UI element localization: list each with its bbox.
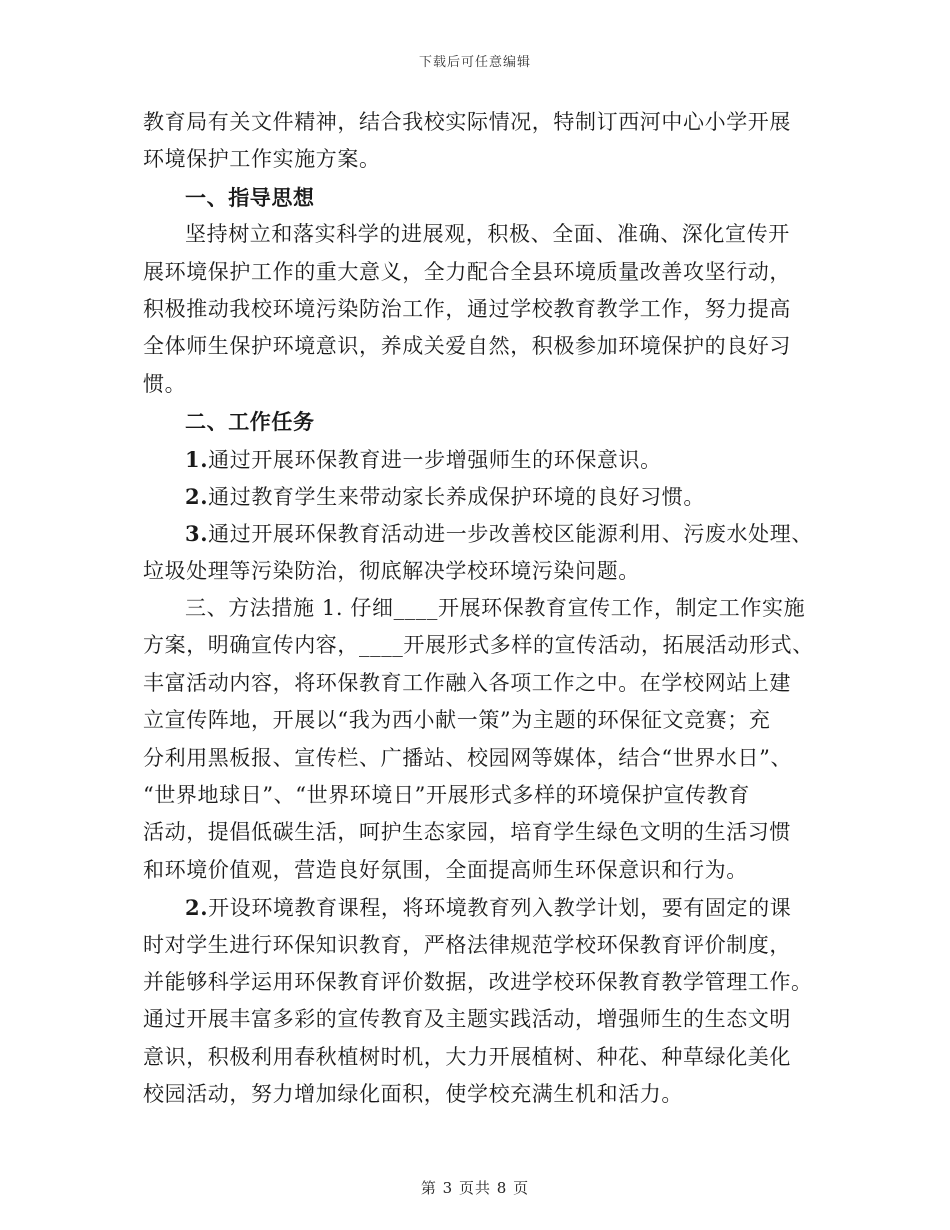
section-heading-methods: 三、方法措施 1. 仔细____开展环保教育宣传工作，制定工作实施 bbox=[185, 596, 806, 621]
paragraph-line: 意识，积极利用春秋植树时机，大力开展植树、种花、种草绿化美化 bbox=[143, 1044, 791, 1069]
list-item: 2.开设环境教育课程，将环境教育列入教学计划，要有固定的课 bbox=[185, 895, 792, 921]
paragraph-line: 立宣传阵地，开展以“我为西小献一策”为主题的环保征文竞赛；充 bbox=[143, 708, 771, 733]
list-item: 2.通过教育学生来带动家长养成保护环境的良好习惯。 bbox=[185, 483, 705, 509]
paragraph-line: 全体师生保护环境意识，养成关爱自然，积极参加环境保护的良好习 bbox=[143, 334, 791, 359]
paragraph-line: 时对学生进行环保知识教育，严格法律规范学校环保教育评价制度， bbox=[143, 932, 791, 957]
paragraph-line: 环境保护工作实施方案。 bbox=[143, 147, 381, 172]
page-footer: 第 3 页共 8 页 bbox=[420, 1179, 530, 1197]
paragraph-line: 坚持树立和落实科学的进展观，积极、全面、准确、深化宣传开 bbox=[185, 222, 790, 247]
paragraph-line: 垃圾处理等污染防治，彻底解决学校环境污染问题。 bbox=[143, 558, 640, 583]
paragraph-line: 方案，明确宣传内容，____开展形式多样的宣传活动，拓展活动形式、 bbox=[143, 633, 814, 658]
list-item: 1.通过开展环保教育进一步增强师生的环保意识。 bbox=[185, 446, 662, 472]
paragraph-line: 并能够科学运用环保教育评价数据，改进学校环保教育教学管理工作。 bbox=[143, 969, 813, 994]
paragraph-line: 丰富活动内容，将环保教育工作融入各项工作之中。在学校网站上建 bbox=[143, 670, 791, 695]
paragraph-line: 分利用黑板报、宣传栏、广播站、校园网等媒体，结合“世界水日”、 bbox=[143, 745, 793, 770]
paragraph-line: 展环境保护工作的重大意义，全力配合全县环境质量改善攻坚行动， bbox=[143, 259, 791, 284]
section-heading-guiding-ideology: 一、指导思想 bbox=[185, 184, 315, 210]
list-item: 3.通过开展环保教育活动进一步改善校区能源利用、污废水处理、 bbox=[185, 521, 813, 547]
document-body bbox=[143, 104, 815, 1114]
paragraph-line: 活动，提倡低碳生活，呵护生态家园，培育学生绿色文明的生活习惯 bbox=[143, 820, 791, 845]
section-heading-work-tasks: 二、工作任务 bbox=[185, 409, 315, 435]
paragraph-line: “世界地球日”、“世界环境日”开展形式多样的环境保护宣传教育 bbox=[143, 783, 750, 808]
paragraph-line: 教育局有关文件精神，结合我校实际情况，特制订西河中心小学开展 bbox=[143, 110, 791, 134]
page-header: 下载后可任意编辑 bbox=[418, 55, 531, 70]
paragraph-line: 和环境价值观，营造良好氛围，全面提高师生环保意识和行为。 bbox=[143, 857, 748, 882]
paragraph-line: 积极推动我校环境污染防治工作，通过学校教育教学工作，努力提高 bbox=[143, 296, 791, 321]
paragraph-line: 惯。 bbox=[143, 371, 187, 396]
paragraph-line: 通过开展丰富多彩的宣传教育及主题实践活动，增强师生的生态文明 bbox=[143, 1007, 791, 1032]
paragraph-line: 校园活动，努力增加绿化面积，使学校充满生机和活力。 bbox=[143, 1082, 683, 1107]
